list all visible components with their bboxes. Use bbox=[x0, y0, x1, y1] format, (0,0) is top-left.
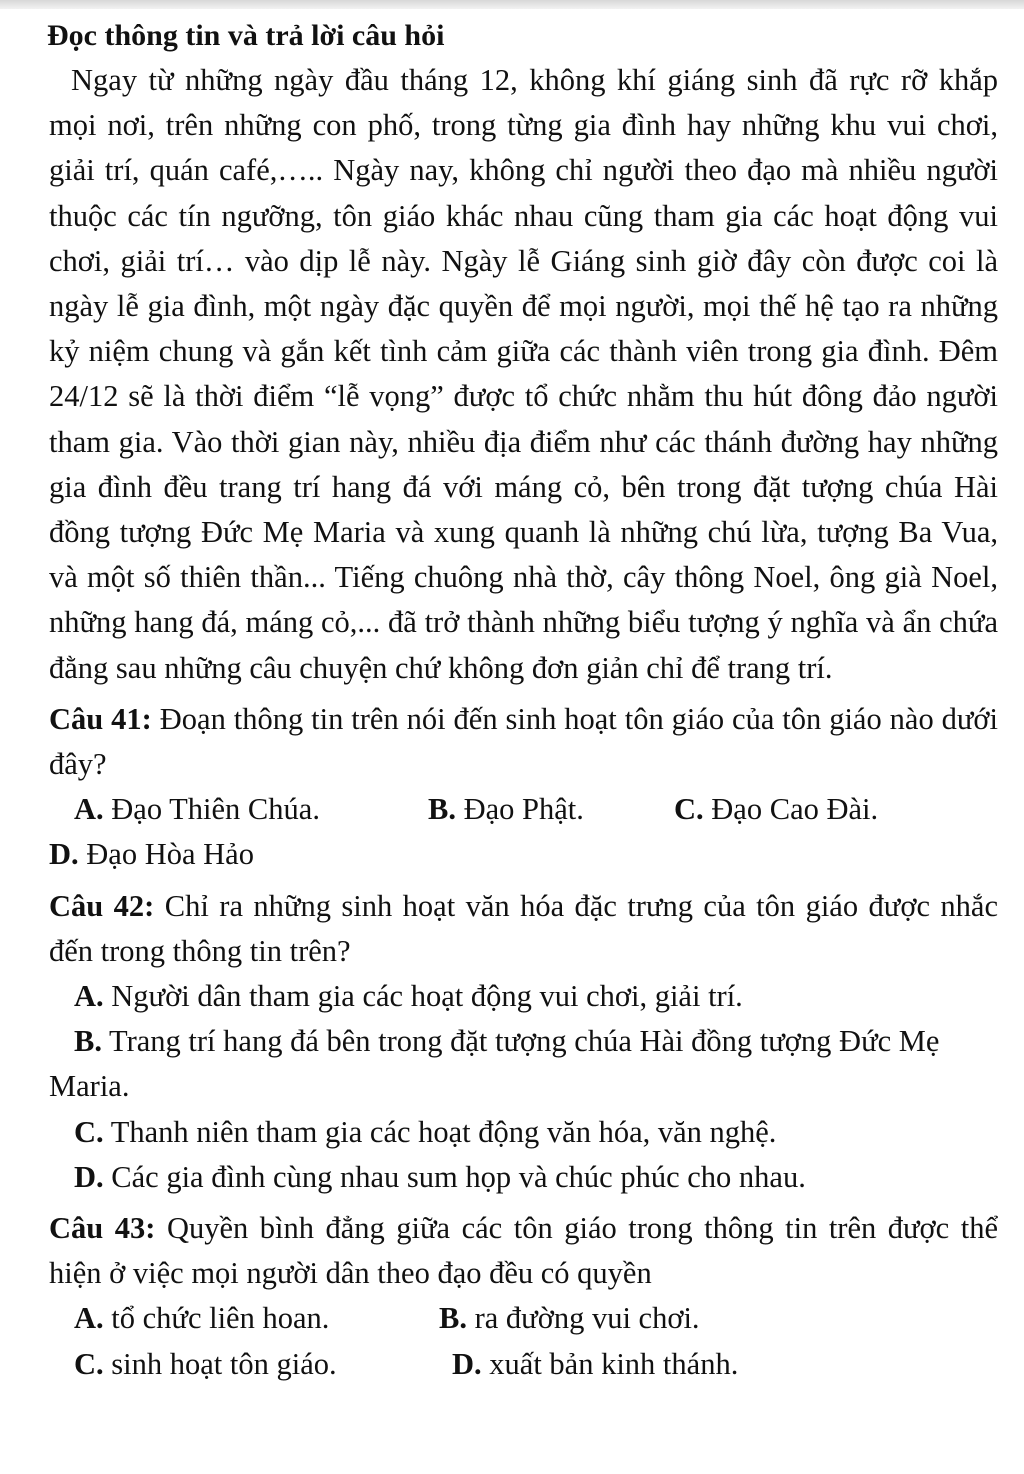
reading-passage: Ngay từ những ngày đầu tháng 12, không khí giáng sinh đã rực rỡ khắp mọi nơi, trên những con phố, trong từng gia đình hay những khu vui chơi, giải trí, quán café,….. Ngày nay, không chỉ người theo đạo mà nhiều người thuộc các tín ngưỡng, tôn giáo khác nhau cũng tham gia các hoạt động vui chơi, giải trí… vào dịp lễ này. Ngày lễ Giáng sinh giờ đây còn được coi là ngày lễ gia đình, một ngày đặc quyền để mọi người, mọi thế hệ tạo ra những kỷ niệm chung và gắn kết tình cảm giữa các thành viên trong gia đình. Đêm 24/12 sẽ là thời điểm “lễ vọng” được tổ chức nhằm thu hút đông đảo người tham gia. Vào thời gian này, nhiều địa điểm như các thánh đường hay những gia đình đều trang trí hang đá với máng cỏ, bên trong đặt tượng chúa Hài đồng tượng Đức Mẹ Maria và xung quanh là những chú lừa, tượng Ba Vua, và một số thiên thần... Tiếng chuông nhà thờ, cây thông Noel, ông già Noel, những hang đá, máng cỏ,... đã trở thành những biểu tượng ý nghĩa và ẩn chứa đằng sau những câu chuyện chứ không đơn giản chỉ để trang trí. bbox=[49, 63, 998, 685]
option-letter: B. bbox=[428, 792, 456, 827]
option-b[interactable] bbox=[428, 787, 674, 832]
top-edge-rule bbox=[0, 0, 1024, 9]
question-number: Câu 42: bbox=[49, 888, 155, 923]
option-letter: D. bbox=[74, 1159, 104, 1194]
option-letter: B. bbox=[74, 1024, 102, 1059]
option-a[interactable] bbox=[74, 787, 428, 832]
document-page bbox=[0, 14, 1024, 1387]
question-42 bbox=[0, 884, 1024, 1200]
question-42-prompt bbox=[0, 884, 1024, 974]
option-letter: C. bbox=[74, 1346, 104, 1381]
option-b[interactable] bbox=[439, 1296, 700, 1341]
question-41-options-row-1 bbox=[0, 787, 1024, 832]
option-letter: C. bbox=[674, 792, 704, 827]
option-text: Đạo Hòa Hảo bbox=[86, 837, 254, 872]
option-letter: A. bbox=[74, 1301, 104, 1336]
option-c[interactable] bbox=[74, 1342, 452, 1387]
question-text: Đoạn thông tin trên nói đến sinh hoạt tôn giáo của tôn giáo nào dưới đây? bbox=[49, 701, 999, 782]
option-letter: C. bbox=[74, 1114, 104, 1149]
option-letter: D. bbox=[452, 1346, 482, 1381]
option-a[interactable] bbox=[74, 1296, 439, 1341]
option-text: xuất bản kinh thánh. bbox=[489, 1346, 739, 1381]
option-letter: B. bbox=[439, 1301, 467, 1336]
option-d[interactable] bbox=[0, 1155, 1024, 1200]
option-letter: A. bbox=[74, 792, 104, 827]
option-b[interactable] bbox=[0, 1019, 1024, 1109]
option-text: ra đường vui chơi. bbox=[474, 1301, 700, 1336]
option-d[interactable] bbox=[49, 832, 254, 877]
question-number: Câu 43: bbox=[49, 1211, 156, 1246]
option-c[interactable] bbox=[674, 787, 878, 832]
question-43-options-row-2 bbox=[0, 1342, 1024, 1387]
question-text: Quyền bình đẳng giữa các tôn giáo trong thông tin trên được thể hiện ở việc mọi người dân theo đạo đều có quyền bbox=[49, 1211, 998, 1291]
question-41-options-row-2 bbox=[0, 832, 1024, 877]
option-a[interactable] bbox=[0, 974, 1024, 1019]
option-text: Trang trí hang đá bên trong đặt tượng chúa Hài đồng tượng Đức Mẹ Maria. bbox=[49, 1024, 940, 1104]
option-text: Người dân tham gia các hoạt động vui chơi, giải trí. bbox=[111, 979, 743, 1014]
option-text: Đạo Cao Đài. bbox=[711, 792, 879, 827]
option-text: sinh hoạt tôn giáo. bbox=[111, 1346, 337, 1381]
question-43-options-row-1 bbox=[0, 1296, 1024, 1341]
option-text: Đạo Thiên Chúa. bbox=[111, 792, 320, 827]
option-letter: D. bbox=[49, 837, 79, 872]
option-d[interactable] bbox=[452, 1342, 738, 1387]
question-text: Chỉ ra những sinh hoạt văn hóa đặc trưng của tôn giáo được nhắc đến trong thông tin trên? bbox=[49, 888, 998, 968]
option-c[interactable] bbox=[0, 1110, 1024, 1155]
option-text: Thanh niên tham gia các hoạt động văn hóa, văn nghệ. bbox=[110, 1114, 777, 1149]
section-heading: Đọc thông tin và trả lời câu hỏi bbox=[47, 19, 445, 52]
question-43 bbox=[0, 1206, 1024, 1387]
option-text: tổ chức liên hoan. bbox=[111, 1301, 330, 1336]
question-43-prompt bbox=[0, 1206, 1024, 1296]
option-text: Đạo Phật. bbox=[463, 792, 584, 827]
question-number: Câu 41: bbox=[49, 701, 152, 736]
option-letter: A. bbox=[74, 979, 104, 1014]
question-41 bbox=[0, 697, 1024, 878]
question-41-prompt bbox=[0, 697, 1024, 787]
option-text: Các gia đình cùng nhau sum họp và chúc phúc cho nhau. bbox=[111, 1159, 806, 1194]
